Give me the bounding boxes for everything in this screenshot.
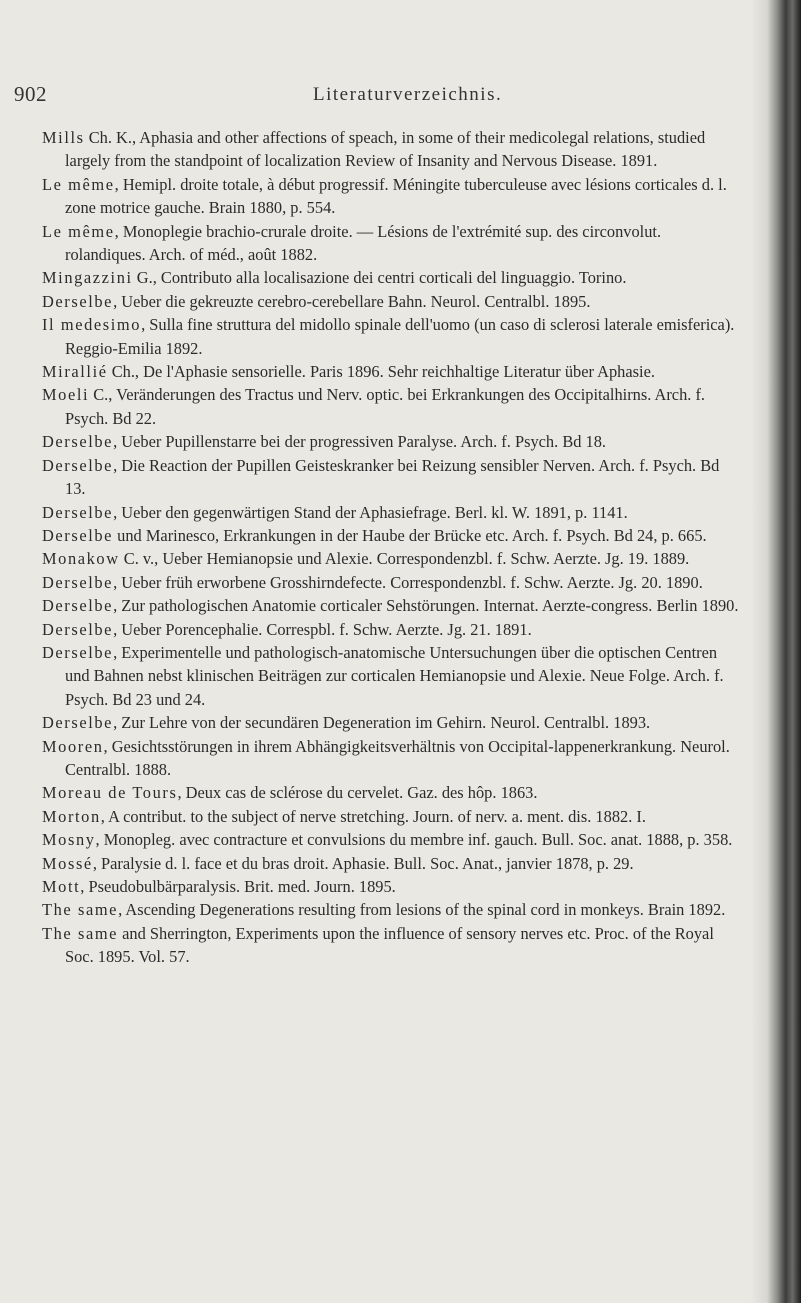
bibliography-entry [42, 828, 742, 851]
entry-text: Ch., De l'Aphasie sensorielle. Paris 1896. Sehr reichhaltige Literatur über Aphasie. [107, 362, 655, 382]
entry-text: C. v., Ueber Hemianopsie und Alexie. Correspondenzbl. f. Schw. Aerzte. Jg. 19. 1889. [119, 549, 690, 569]
bibliography-entry [42, 173, 742, 220]
entry-author: Derselbe [42, 291, 114, 311]
entry-text: , Ueber die gekreuzte cerebro-cerebellare Bahn. Neurol. Centralbl. 1895. [113, 291, 591, 311]
bibliography-entry [42, 126, 742, 173]
entry-author: Mott [42, 877, 81, 896]
running-title: Literaturverzeichnis. [313, 84, 503, 105]
entry-text: , Sulla fine struttura del midollo spinale dell'uomo (un caso di sclerosi laterale emisferica). Reggio-Emilia 1892. [65, 315, 735, 358]
entry-text: , Pseudobulbärparalysis. Brit. med. Journ. 1895. [80, 877, 396, 896]
entry-author: Mingazzini [42, 268, 133, 288]
bibliography-entry [42, 641, 742, 711]
bibliography-entry [42, 266, 742, 289]
entry-text: , A contribut. to the subject of nerve stretching. Journ. of nerv. a. ment. dis. 1882. I. [100, 806, 646, 826]
entry-text: , Gesichtsstörungen in ihrem Abhängigkeitsverhältnis von Occipital-lappenerkrankung. Neurol. Centralbl. 1888. [65, 736, 730, 779]
entry-text: Ch. K., Aphasia and other affections of speach, in some of their medicolegal relations, studied largely from the standpoint of localization Review of Insanity and Nervous Disease. 1891. [65, 128, 706, 171]
page-header [0, 82, 801, 112]
entry-text: and Sherrington, Experiments upon the influence of sensory nerves etc. Proc. of the Royal Soc. 1895. Vol. 57. [65, 923, 714, 967]
entry-author: Derselbe [42, 596, 114, 616]
entry-author: Mirallié [42, 362, 108, 382]
entry-text: G., Contributo alla localisazione dei centri corticali del linguaggio. Torino. [132, 268, 627, 288]
entry-author: Monakow [42, 549, 120, 569]
entry-text: , Ueber Pupillenstarre bei der progressiven Paralyse. Arch. f. Psych. Bd 18. [113, 432, 607, 452]
entry-text: und Marinesco, Erkrankungen in der Haube der Brücke etc. Arch. f. Psych. Bd 24, p. 665. [113, 525, 707, 545]
entry-text: , Monoplegie brachio-crurale droite. — Lésions de l'extrémité sup. des circonvolut. rolandiques. Arch. of méd., août 1882. [65, 221, 662, 265]
bibliography-entry [42, 360, 742, 383]
entry-author: Derselbe [42, 713, 114, 733]
entry-author: The same [42, 923, 119, 943]
binding-shadow [751, 0, 767, 1303]
entry-author: Moeli [42, 385, 90, 405]
entry-author: Derselbe [42, 572, 114, 592]
bibliography-entry [42, 547, 742, 570]
entry-author: Derselbe [42, 525, 114, 545]
bibliography-entry [42, 735, 742, 782]
entry-text: , Paralysie d. l. face et du bras droit. Aphasie. Bull. Soc. Anat., janvier 1878, p. 29. [92, 853, 634, 873]
bibliography-list [42, 126, 742, 969]
bibliography-entry [42, 383, 742, 430]
page-number: 902 [14, 82, 47, 106]
entry-text: , Zur Lehre von der secundären Degeneration im Gehirn. Neurol. Centralbl. 1893. [113, 713, 651, 733]
entry-author: Le même [42, 221, 115, 241]
entry-author: Mossé [42, 853, 93, 873]
entry-text: , Experimentelle und pathologisch-anatomische Untersuchungen über die optischen Centren und Bahnen nebst klinischen Beiträgen zur corticalen Hemianopsie und Alexie. Neue Folge. Arch. f. Psych. Bd 23 und 24. [65, 642, 724, 709]
bibliography-entry [42, 571, 742, 594]
entry-text: , Die Reaction der Pupillen Geisteskranker bei Reizung sensibler Nerven. Arch. f. Psych. Bd 13. [65, 455, 720, 499]
bibliography-entry [42, 618, 742, 641]
bibliography-entry [42, 454, 742, 501]
bibliography-entry [42, 430, 742, 453]
bibliography-entry [42, 524, 742, 547]
bibliography-entry [42, 875, 742, 898]
bibliography-entry [42, 852, 742, 875]
entry-text: C., Veränderungen des Tractus und Nerv. optic. bei Erkrankungen des Occipitalhirns. Arch. f. Psych. Bd 22. [65, 385, 706, 428]
entry-author: The same [42, 900, 119, 920]
entry-author: Mills [42, 128, 85, 147]
entry-text: , Deux cas de sclérose du cervelet. Gaz. des hôp. 1863. [177, 783, 538, 803]
entry-text: , Zur pathologischen Anatomie corticaler Sehstörungen. Internat. Aerzte-congress. Berlin 1890. [113, 596, 739, 616]
entry-text: , Ueber früh erworbene Grosshirndefecte. Correspondenzbl. f. Schw. Aerzte. Jg. 20. 1890. [113, 572, 703, 592]
entry-text: , Ascending Degenerations resulting from lesions of the spinal cord in monkeys. Brain 1892. [118, 900, 726, 920]
bibliography-entry [42, 922, 742, 969]
entry-text: , Hemipl. droite totale, à début progressif. Méningite tuberculeuse avec lésions corticales d. l. zone motrice gauche. Brain 1880, p. 554. [65, 174, 727, 218]
entry-author: Derselbe [42, 502, 114, 522]
entry-author: Derselbe [42, 432, 114, 452]
bibliography-entry [42, 220, 742, 267]
bibliography-entry [42, 290, 742, 313]
entry-author: Il medesimo [42, 315, 142, 335]
entry-author: Mosny [42, 830, 96, 850]
bibliography-entry [42, 781, 742, 804]
book-binding-edge [767, 0, 801, 1303]
bibliography-entry [42, 711, 742, 734]
bibliography-entry [42, 805, 742, 828]
bibliography-entry [42, 501, 742, 524]
entry-author: Morton [42, 806, 101, 826]
entry-author: Mooren [42, 736, 104, 756]
entry-author: Moreau de Tours [42, 783, 178, 803]
entry-author: Le même [42, 174, 115, 194]
entry-author: Derselbe [42, 642, 114, 662]
entry-text: , Ueber den gegenwärtigen Stand der Aphasiefrage. Berl. kl. W. 1891, p. 1141. [113, 502, 628, 522]
entry-text: , Ueber Porencephalie. Correspbl. f. Schw. Aerzte. Jg. 21. 1891. [113, 619, 532, 639]
entry-text: , Monopleg. avec contracture et convulsions du membre inf. gauch. Bull. Soc. anat. 1888, p. 358. [95, 830, 733, 850]
bibliography-entry [42, 594, 742, 617]
bibliography-entry [42, 313, 742, 360]
bibliography-entry [42, 898, 742, 921]
entry-author: Derselbe [42, 455, 114, 475]
entry-author: Derselbe [42, 619, 114, 639]
